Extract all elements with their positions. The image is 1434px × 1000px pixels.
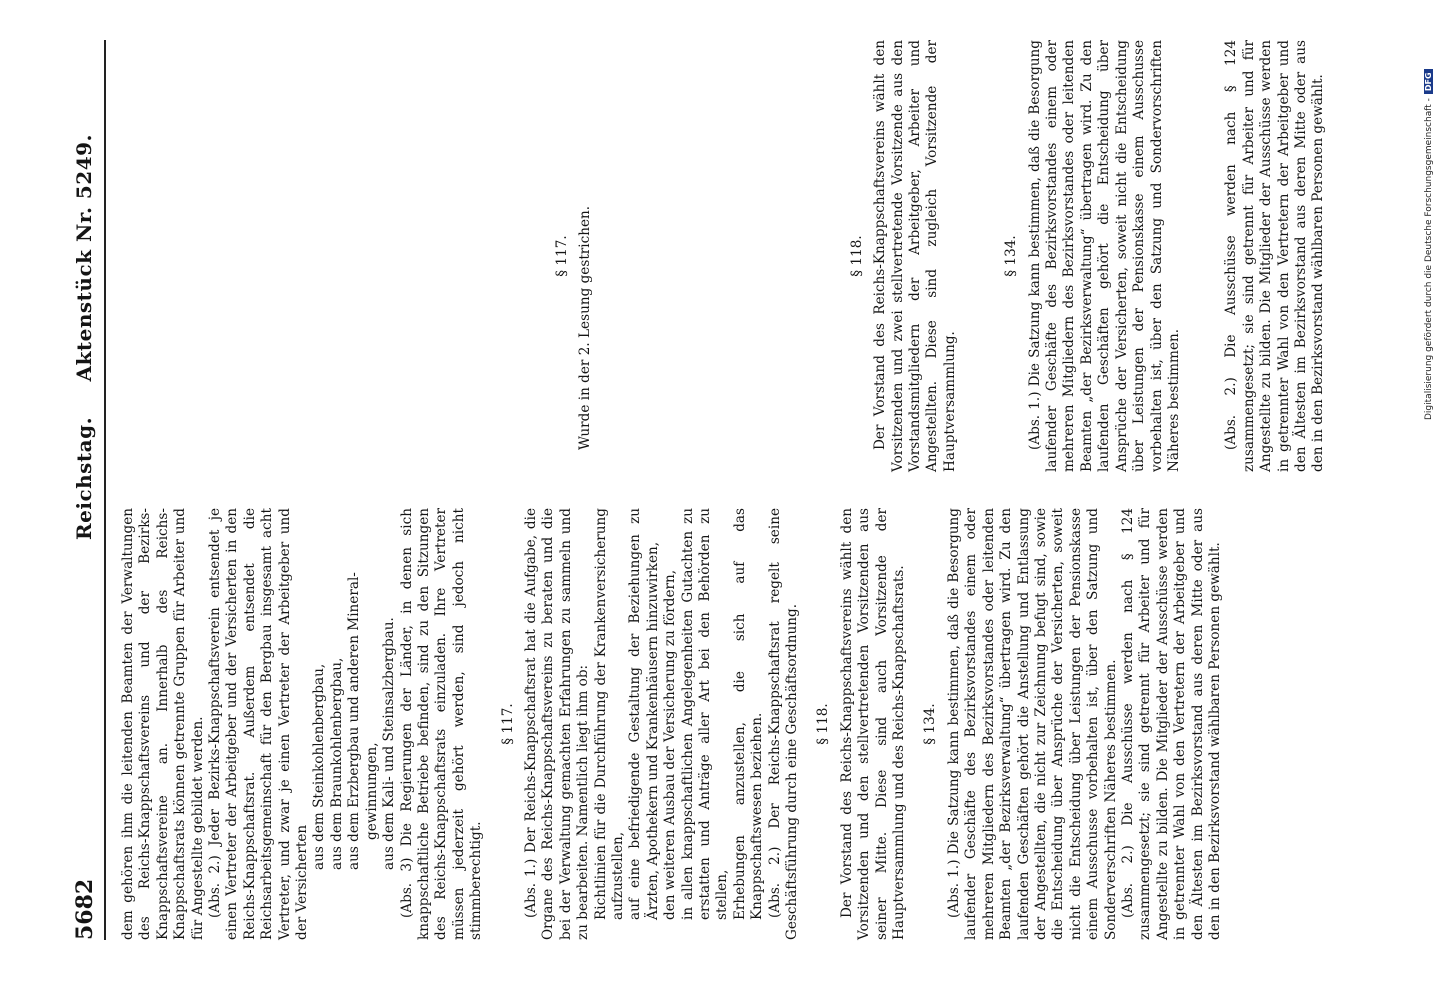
right-paragraph-3: (Abs. 1.) Die Satzung kann bestimmen, daß die Besorgung laufender Geschäfte des Bezirksvorstandes einem oder mehreren Mitgliedern des Bezirksvorstandes oder leitenden Beamten „der Bezirksverwaltung“ übertragen wird. Zu den laufenden Geschäften gehört die Entscheidung über Ansprüche der Versicherten, soweit nicht die Entscheidung über Leistungen der Pensionskasse einem Ausschusse vorbehalten ist, über den Satzung und Sondervorschriften Näheres bestimmen.	[1026, 40, 1182, 472]
section-heading-117: § 117.	[554, 235, 570, 277]
list-item: in allen knappschaftlichen Angelegenheiten Gutachten zu erstatten und Anträge aller Art bei den Behörden zu stellen,	[679, 508, 731, 920]
right-paragraph-2: Der Vorstand des Reichs-Knappschaftsvereins wählt den Vorsitzenden und zwei stellvertretende Vorsitzende aus den Vorstandsmitgliedern der Arbeitgeber, Arbeiter und Angestellten. Diese sind zugleich Vorsitzende der Hauptversammlung.	[872, 40, 958, 472]
right-column	[120, 40, 1328, 472]
header-subtitle: Aktenstück Nr. 5249.	[72, 134, 96, 382]
left-paragraph-5: (Abs. 2.) Der Reichs-Knappschaftsrat regelt seine Geschäftsführung durch eine Geschäftsordnung.	[766, 508, 801, 940]
section-heading-134: § 134.	[922, 703, 939, 745]
header-rule	[104, 40, 106, 940]
list-item: auf eine befriedigende Gestaltung der Beziehungen zu Ärzten, Apothekern und Krankenhäusern hinzuwirken,	[627, 508, 661, 920]
blank-space	[120, 40, 540, 472]
section-heading-118: § 118.	[848, 235, 865, 277]
running-head	[72, 106, 96, 540]
right-paragraph-4: (Abs. 2.) Die Ausschüsse werden nach § 124 zusammengesetzt; sie sind getrennt für Arbeiter und für Angestellte zu bilden. Die Mitglieder der Ausschüsse werden in getrennter Wahl von den Vertretern der Arbeitgeber und den Ältesten im Bezirksvorstand aus deren Mitte oder aus den in den Bezirksvorstand wählbaren Personen gewählt.	[1223, 40, 1327, 472]
header-title: Reichstag.	[72, 416, 96, 540]
dfg-logo: DFG	[1424, 69, 1433, 94]
blank-space	[1183, 40, 1223, 472]
left-column	[120, 508, 1224, 940]
list-item: den weiteren Ausbau der Versicherung zu fördern,	[662, 569, 679, 920]
left-paragraph-1: dem gehören ihm die leitenden Beamten der Verwaltungen des Reichs-Knappschaftsvereins und der Bezirks-Knappschaftsvereine an. Innerhalb des Reichs-Knappschaftsrats können getrennte Gruppen für Arbeiter und für Angestellte gebildet werden.	[120, 508, 206, 940]
left-paragraph-7: (Abs. 1.) Die Satzung kann bestimmen, daß die Besorgung laufender Geschäfte des Bezirksvorstandes einem oder mehreren Mitgliedern des Bezirksvorstandes oder leitenden Beamten „der Bezirksverwaltung“ übertragen wird. Zu den laufenden Geschäften gehört die Anstellung und Entlassung der Angestellten, die nicht zur Zeichnung befugt sind, sowie die Entscheidung über Ansprüche der Versicherten, soweit nicht die Entscheidung über Leistungen der Pensionskasse einem Ausschusse vorbehalten ist, über den Satzung und Sonderverschriften Näheres bestimmen.	[945, 508, 1119, 940]
digitization-credit	[1424, 69, 1434, 420]
list-item: Erhebungen anzustellen, die sich auf das Knappschaftswesen beziehen.	[731, 508, 766, 920]
list-item: Richtlinien für die Durchführung der Krankenversicherung aufzustellen,	[592, 508, 626, 920]
right-paragraph-1: Wurde in der 2. Lesung gestrichen.	[577, 205, 594, 450]
list-item: aus dem Braunkohlenbergbau,	[328, 657, 345, 870]
page-header	[60, 40, 100, 940]
left-paragraph-6: Der Vorstand des Reichs-Knappschaftsvereins wählt den Vorsitzenden und den stellvertretenden Vorsitzenden aus seiner Mitte. Diese sind auch Vorsitzende der Hauptversammlung und des Reichs-Knappschaftsrats.	[838, 508, 908, 940]
credit-text: Digitalisierung gefördert durch die Deutsche Forschungsgemeinschaft -	[1424, 98, 1434, 420]
left-paragraph-4: (Abs. 1.) Der Reichs-Knappschaftsrat hat die Aufgabe, die Organe des Reichs-Knappschaftsvereins zu beraten und die bei der Verwaltung gemachten Erfahrungen zu sammeln und zu bearbeiten. Namentlich liegt ihm ob:	[522, 508, 592, 940]
rotated-scanned-page	[60, 0, 1434, 960]
list-item: aus dem Steinkohlenbergbau,	[311, 663, 328, 870]
list-item: aus dem Erzbergbau und anderen Mineral-	[346, 572, 363, 870]
page-number: 5682	[72, 878, 98, 940]
left-paragraph-3: (Abs. 3) Die Regierungen der Länder, in denen sich knappschaftliche Betriebe befinden, sind zu den Sitzungen des Reichs-Knappschaftsrats einzuladen. Ihre Vertreter müssen jederzeit gehört werden, sind jedoch nicht stimmberechtigt.	[398, 508, 485, 940]
blank-space	[595, 40, 835, 472]
section-heading-118: § 118.	[815, 703, 832, 745]
section-heading-117: § 117.	[499, 703, 516, 745]
left-paragraph-8: (Abs. 2.) Die Ausschüsse werden nach § 124 zusammengesetzt; sie sind getrennt für Arbeiter und für Angestellte zu bilden. Die Mitglieder der Ausschüsse werden in getrennter Wahl von den Vertretern der Arbeitgeber und den Ältesten im Bezirksvorstand aus deren Mitte oder aus den in den Bezirksvorstand wählbaren Personen gewählt.	[1119, 508, 1223, 940]
list-item: gewinnungen,	[363, 742, 380, 840]
blank-space	[959, 40, 989, 472]
left-paragraph-2: (Abs. 2.) Jeder Bezirks-Knappschaftsverein entsendet je einen Vertreter der Arbeitgeber und der Versicherten in den Reichs-Knappschaftsrat. Außerdem entsendet die Reichsarbeitsgemeinschaft für den Bergbau insgesamt acht Vertreter, und zwar je einen Vertreter der Arbeitgeber und der Versicherten	[207, 508, 311, 940]
list-item: aus dem Kali- und Steinsalzbergbau.	[381, 617, 398, 870]
section-heading-134: § 134.	[1003, 235, 1020, 277]
